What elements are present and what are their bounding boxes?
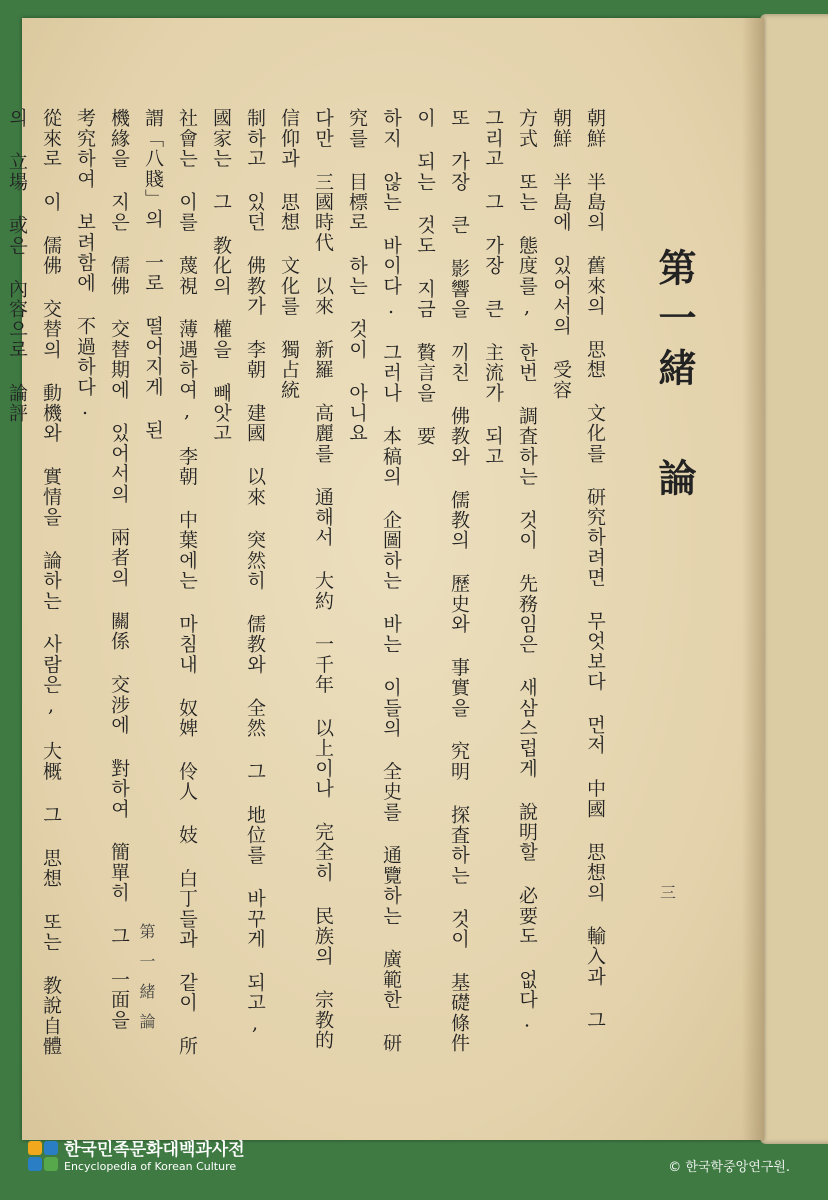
- text-column: 從來로 이 儒佛 交替의 動機와 實情을 論하는 사람은, 大概 그 思想 또는 教說自體의 立場 或은 內容으로 論評: [6, 108, 62, 1056]
- text-column: 朝鮮 半島의 舊來의 思想 文化를 研究하려면 무엇보다 먼저 中國 思想의 輸入과 그 朝鮮 半島에 있어서의 受容: [550, 108, 606, 1030]
- copyright-notice: © 한국학중앙연구원.: [668, 1160, 790, 1175]
- page-number: 三: [659, 883, 676, 902]
- text-column: 機緣을 지은 儒佛 交替期에 있어서의 兩者의 關係 交涉에 對하여 簡單히 그 一面을 考究하여 보려함에 不過하다.: [74, 108, 130, 1030]
- text-column: 다만 三國時代 以來 新羅 高麗를 通해서 大約 一千年 以上이나 完全히 民族의 宗教的 信仰과 思想 文化를 獨占統: [278, 108, 334, 1050]
- running-head: 第一緒論: [137, 923, 156, 1043]
- logo-korean-name: 한국민족문화대백과사전: [64, 1140, 245, 1160]
- text-column: 社會는 이를 蔑視 薄遇하여, 李朝 中葉에는 마침내 奴婢 伶人 妓 白丁들과 같이 所謂「八賤」의 一로 떨어지게 된: [142, 108, 198, 1056]
- book-page: [6, 18, 764, 1140]
- logo-mark-icon: [28, 1141, 60, 1173]
- chapter-title: 第一緒: [652, 248, 697, 398]
- encyclopedia-logo[interactable]: [28, 1140, 245, 1174]
- chapter-subtitle: 論: [652, 458, 697, 508]
- text-column: 하지 않는 바이다. 그러나 本稿의 企圖하는 바는 이들의 全史를 通覽하는 廣範한 研究를 目標로 하는 것이 아니요: [346, 108, 402, 1054]
- logo-english-name: Encyclopedia of Korean Culture: [64, 1160, 237, 1173]
- text-column: 또 가장 큰 影響을 끼친 佛教와 儒教의 歷史와 事實을 究明 探査하는 것이 基礎條件이 되는 것도 지금 贅言을 要: [414, 108, 470, 1053]
- text-column: 制하고 있던 佛教가 李朝 建國 以來 突然히 儒教와 全然 그 地位를 바꾸게 되고, 國家는 그 教化의 權을 빼앗고: [210, 108, 266, 1036]
- next-page-edge: [760, 14, 828, 1144]
- body-text: [0, 108, 612, 1066]
- page-spine-shadow: [742, 18, 764, 1140]
- logo-text: [64, 1140, 245, 1174]
- footer-bar: [0, 1140, 828, 1200]
- text-column: 方式 또는 態度를, 한번 調査하는 것이 先務임은 새삼스럽게 說明할 必要도 없다. 그리고 그 가장 큰 主流가 되고: [482, 108, 538, 1033]
